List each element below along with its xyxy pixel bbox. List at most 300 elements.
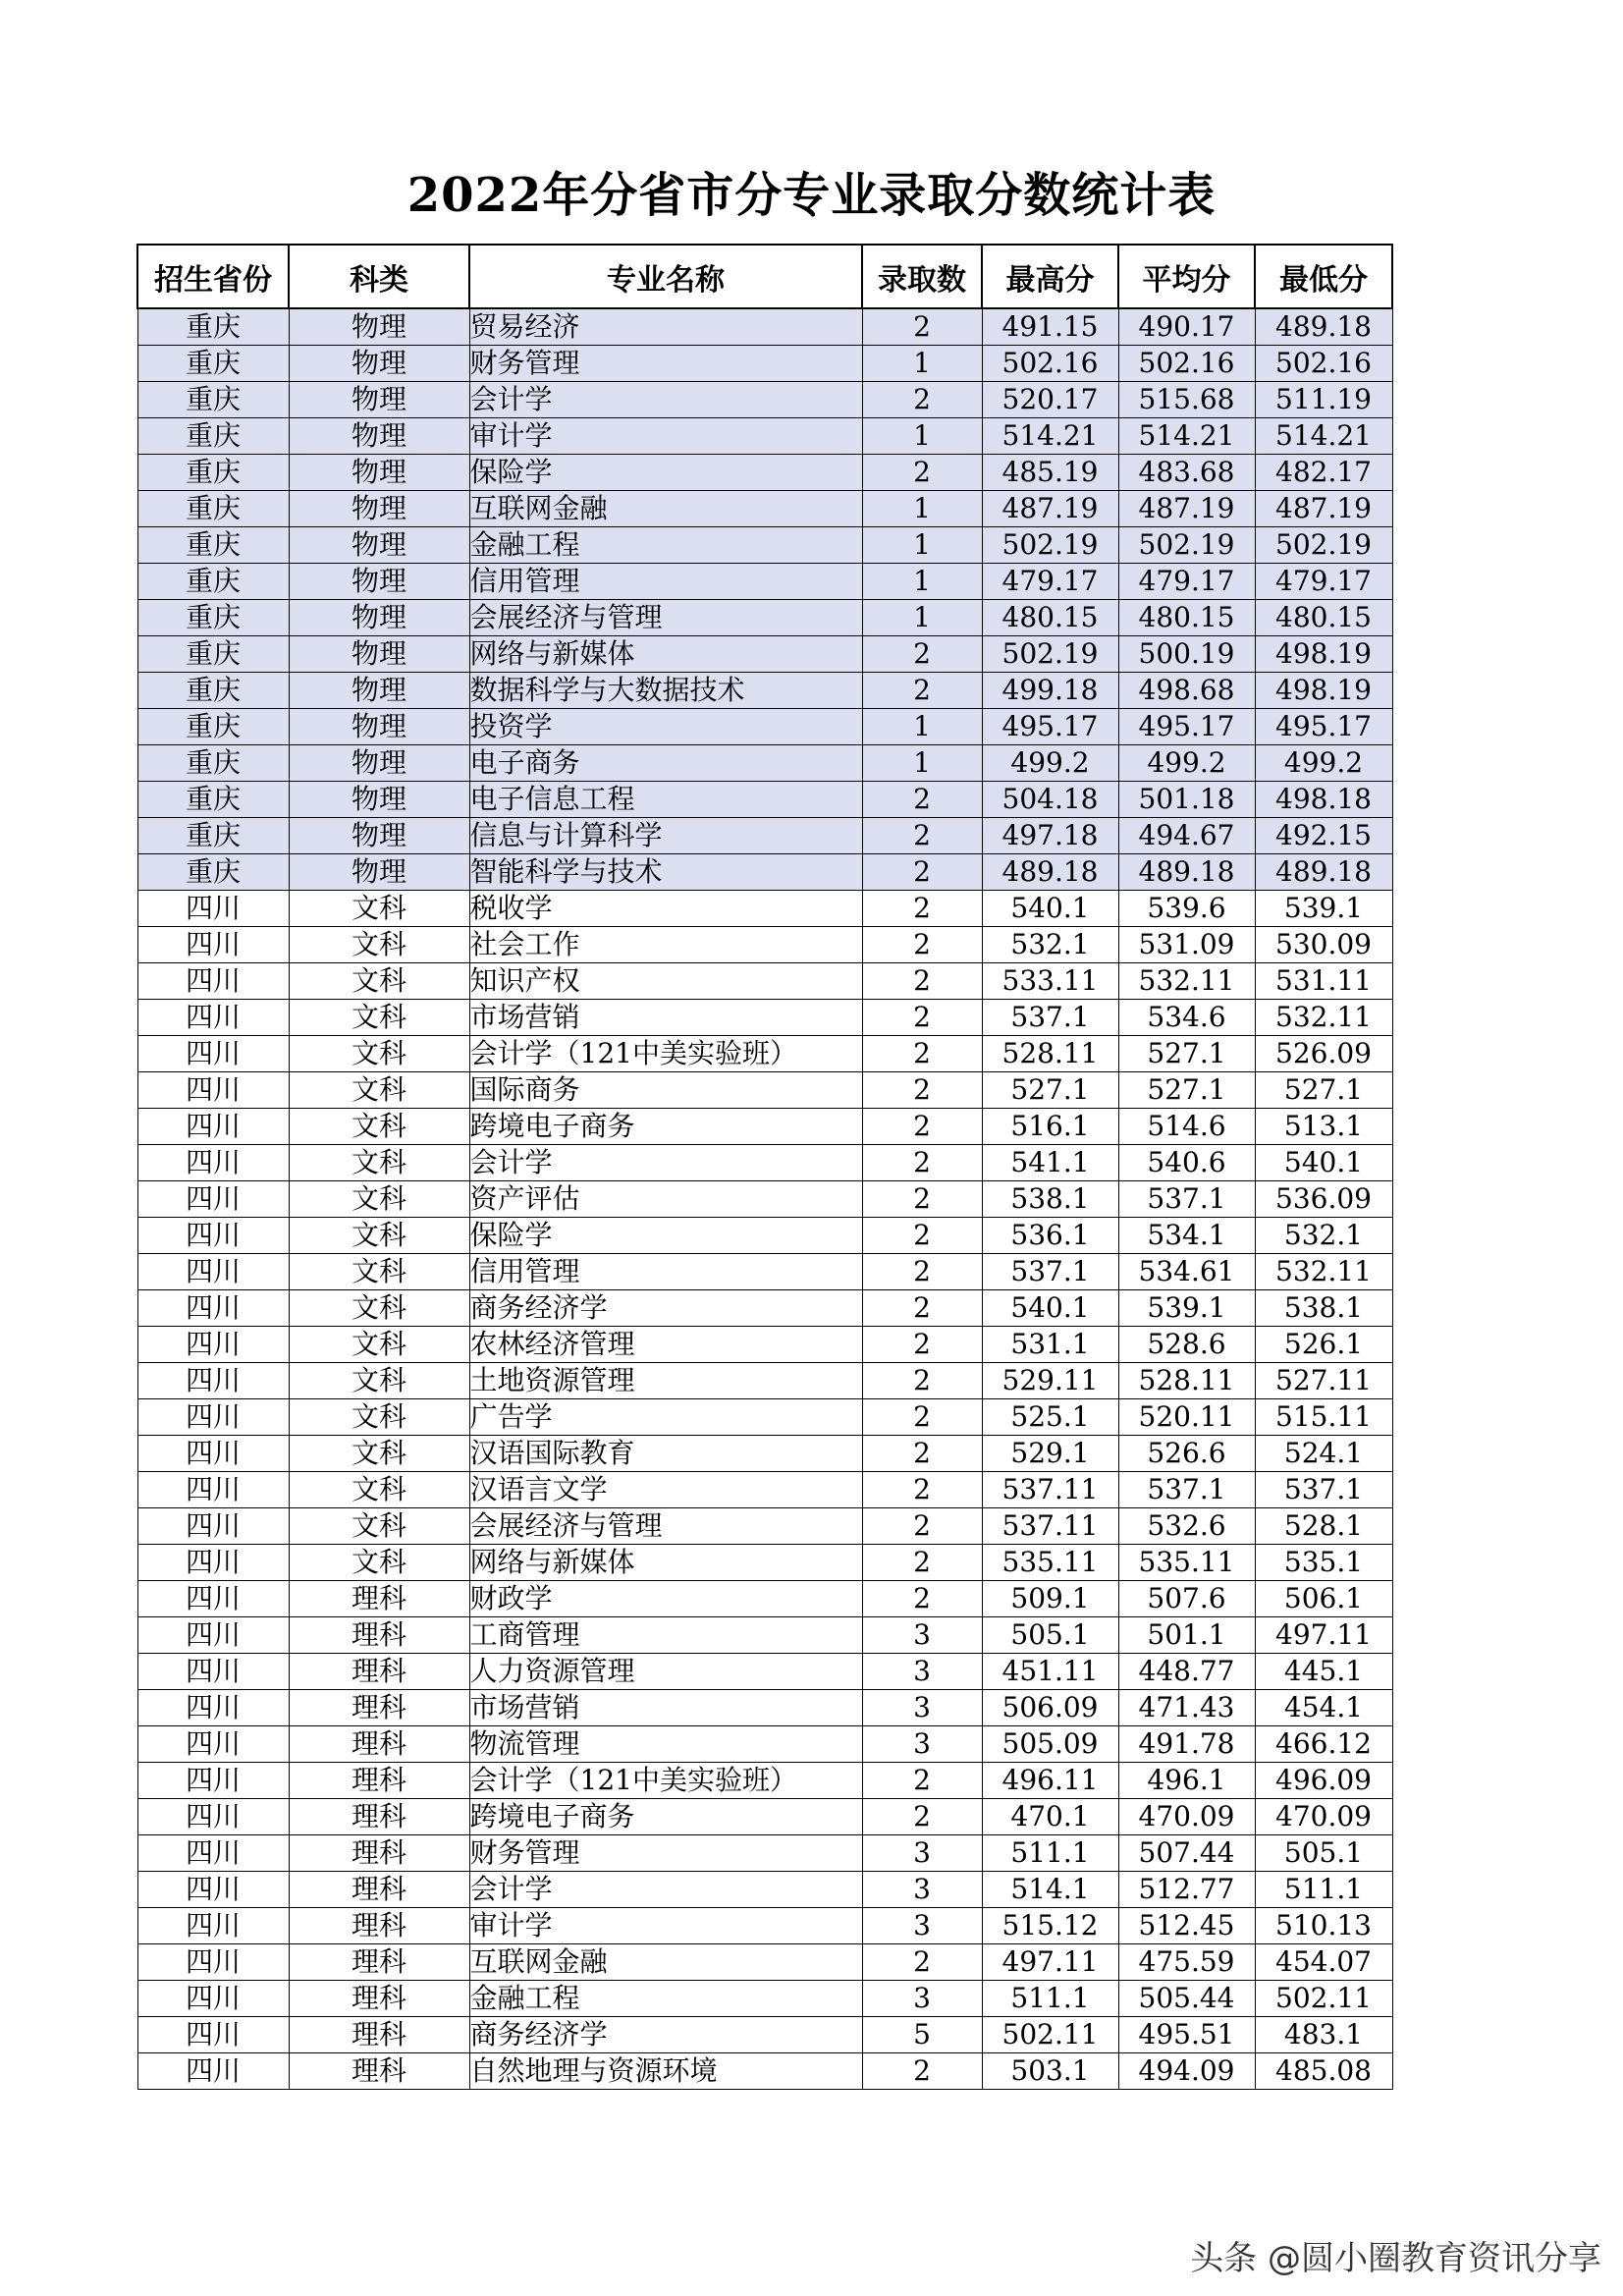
table-row bbox=[137, 1145, 1392, 1181]
cell-max-score: 537.1 bbox=[982, 1254, 1118, 1290]
cell-admitted: 1 bbox=[862, 491, 982, 527]
cell-category: 物理 bbox=[289, 418, 469, 455]
cell-avg-score: 537.1 bbox=[1118, 1472, 1255, 1508]
table-row bbox=[137, 1000, 1392, 1036]
cell-admitted: 2 bbox=[862, 1581, 982, 1617]
table-row bbox=[137, 2053, 1392, 2090]
cell-admitted: 2 bbox=[862, 673, 982, 709]
cell-max-score: 514.21 bbox=[982, 418, 1118, 455]
cell-admitted: 2 bbox=[862, 1472, 982, 1508]
table-row bbox=[137, 1508, 1392, 1545]
cell-major: 财务管理 bbox=[469, 1835, 862, 1872]
cell-admitted: 2 bbox=[862, 1036, 982, 1072]
cell-avg-score: 505.44 bbox=[1118, 1981, 1255, 2017]
cell-major: 贸易经济 bbox=[469, 308, 862, 346]
cell-category: 物理 bbox=[289, 491, 469, 527]
header-max-score: 最高分 bbox=[982, 245, 1118, 308]
table-row bbox=[137, 1763, 1392, 1799]
cell-max-score: 505.1 bbox=[982, 1617, 1118, 1654]
cell-min-score: 485.08 bbox=[1255, 2053, 1392, 2090]
header-min-score: 最低分 bbox=[1255, 245, 1392, 308]
cell-max-score: 529.1 bbox=[982, 1436, 1118, 1472]
cell-max-score: 516.1 bbox=[982, 1109, 1118, 1145]
cell-category: 理科 bbox=[289, 1799, 469, 1835]
table-row bbox=[137, 527, 1392, 564]
cell-min-score: 527.11 bbox=[1255, 1363, 1392, 1399]
cell-province: 重庆 bbox=[137, 745, 289, 782]
table-row bbox=[137, 1436, 1392, 1472]
cell-min-score: 532.11 bbox=[1255, 1254, 1392, 1290]
cell-province: 四川 bbox=[137, 1763, 289, 1799]
cell-province: 四川 bbox=[137, 1944, 289, 1981]
cell-max-score: 497.18 bbox=[982, 818, 1118, 854]
cell-admitted: 2 bbox=[862, 1254, 982, 1290]
cell-category: 文科 bbox=[289, 927, 469, 963]
cell-province: 重庆 bbox=[137, 455, 289, 491]
cell-max-score: 480.15 bbox=[982, 600, 1118, 636]
cell-min-score: 482.17 bbox=[1255, 455, 1392, 491]
cell-major: 税收学 bbox=[469, 891, 862, 927]
table-body bbox=[137, 308, 1392, 2090]
cell-province: 重庆 bbox=[137, 673, 289, 709]
cell-category: 物理 bbox=[289, 745, 469, 782]
cell-min-score: 506.1 bbox=[1255, 1581, 1392, 1617]
cell-max-score: 479.17 bbox=[982, 564, 1118, 600]
cell-category: 文科 bbox=[289, 1290, 469, 1327]
cell-province: 重庆 bbox=[137, 854, 289, 891]
cell-avg-score: 514.6 bbox=[1118, 1109, 1255, 1145]
cell-admitted: 2 bbox=[862, 891, 982, 927]
table-row bbox=[137, 1835, 1392, 1872]
cell-major: 跨境电子商务 bbox=[469, 1799, 862, 1835]
cell-admitted: 3 bbox=[862, 1690, 982, 1726]
cell-max-score: 503.1 bbox=[982, 2053, 1118, 2090]
cell-avg-score: 498.68 bbox=[1118, 673, 1255, 709]
cell-avg-score: 512.45 bbox=[1118, 1908, 1255, 1944]
cell-admitted: 2 bbox=[862, 382, 982, 418]
cell-avg-score: 527.1 bbox=[1118, 1072, 1255, 1109]
cell-max-score: 532.1 bbox=[982, 927, 1118, 963]
score-table bbox=[136, 244, 1393, 2090]
cell-province: 四川 bbox=[137, 1545, 289, 1581]
cell-admitted: 2 bbox=[862, 1290, 982, 1327]
cell-admitted: 3 bbox=[862, 1835, 982, 1872]
cell-min-score: 505.1 bbox=[1255, 1835, 1392, 1872]
cell-avg-score: 520.11 bbox=[1118, 1399, 1255, 1436]
cell-admitted: 3 bbox=[862, 1981, 982, 2017]
cell-max-score: 527.1 bbox=[982, 1072, 1118, 1109]
cell-min-score: 466.12 bbox=[1255, 1726, 1392, 1763]
table-row bbox=[137, 1654, 1392, 1690]
cell-major: 信用管理 bbox=[469, 1254, 862, 1290]
cell-province: 四川 bbox=[137, 1654, 289, 1690]
cell-major: 人力资源管理 bbox=[469, 1654, 862, 1690]
cell-min-score: 454.1 bbox=[1255, 1690, 1392, 1726]
table-row bbox=[137, 308, 1392, 346]
cell-category: 文科 bbox=[289, 1000, 469, 1036]
cell-avg-score: 495.51 bbox=[1118, 2017, 1255, 2053]
cell-province: 重庆 bbox=[137, 308, 289, 346]
cell-category: 文科 bbox=[289, 1545, 469, 1581]
cell-province: 重庆 bbox=[137, 491, 289, 527]
cell-admitted: 2 bbox=[862, 1145, 982, 1181]
cell-max-score: 470.1 bbox=[982, 1799, 1118, 1835]
cell-category: 文科 bbox=[289, 1363, 469, 1399]
cell-avg-score: 515.68 bbox=[1118, 382, 1255, 418]
cell-province: 四川 bbox=[137, 1036, 289, 1072]
cell-min-score: 511.19 bbox=[1255, 382, 1392, 418]
cell-major: 国际商务 bbox=[469, 1072, 862, 1109]
cell-avg-score: 494.09 bbox=[1118, 2053, 1255, 2090]
cell-max-score: 489.18 bbox=[982, 854, 1118, 891]
cell-major: 会计学（121中美实验班） bbox=[469, 1036, 862, 1072]
cell-province: 四川 bbox=[137, 1218, 289, 1254]
cell-admitted: 2 bbox=[862, 455, 982, 491]
cell-min-score: 487.19 bbox=[1255, 491, 1392, 527]
table-row bbox=[137, 1690, 1392, 1726]
cell-min-score: 536.09 bbox=[1255, 1181, 1392, 1218]
cell-min-score: 515.11 bbox=[1255, 1399, 1392, 1436]
cell-admitted: 2 bbox=[862, 927, 982, 963]
cell-major: 智能科学与技术 bbox=[469, 854, 862, 891]
cell-min-score: 535.1 bbox=[1255, 1545, 1392, 1581]
cell-min-score: 445.1 bbox=[1255, 1654, 1392, 1690]
cell-province: 四川 bbox=[137, 2053, 289, 2090]
cell-province: 四川 bbox=[137, 1254, 289, 1290]
table-row bbox=[137, 1036, 1392, 1072]
cell-province: 四川 bbox=[137, 1472, 289, 1508]
cell-major: 保险学 bbox=[469, 1218, 862, 1254]
cell-province: 重庆 bbox=[137, 709, 289, 745]
table-row bbox=[137, 1472, 1392, 1508]
cell-max-score: 502.16 bbox=[982, 346, 1118, 382]
cell-avg-score: 501.18 bbox=[1118, 782, 1255, 818]
cell-min-score: 454.07 bbox=[1255, 1944, 1392, 1981]
cell-major: 审计学 bbox=[469, 1908, 862, 1944]
cell-max-score: 529.11 bbox=[982, 1363, 1118, 1399]
cell-max-score: 497.11 bbox=[982, 1944, 1118, 1981]
table-row bbox=[137, 1545, 1392, 1581]
cell-category: 文科 bbox=[289, 1327, 469, 1363]
cell-avg-score: 494.67 bbox=[1118, 818, 1255, 854]
cell-admitted: 1 bbox=[862, 564, 982, 600]
cell-province: 四川 bbox=[137, 1508, 289, 1545]
table-row bbox=[137, 1072, 1392, 1109]
cell-major: 互联网金融 bbox=[469, 1944, 862, 1981]
page-title: 2022年分省市分专业录取分数统计表 bbox=[406, 168, 1217, 223]
cell-province: 四川 bbox=[137, 1799, 289, 1835]
cell-min-score: 479.17 bbox=[1255, 564, 1392, 600]
cell-province: 重庆 bbox=[137, 564, 289, 600]
table-row bbox=[137, 963, 1392, 1000]
cell-max-score: 506.09 bbox=[982, 1690, 1118, 1726]
cell-category: 文科 bbox=[289, 1036, 469, 1072]
table-row bbox=[137, 455, 1392, 491]
cell-category: 文科 bbox=[289, 891, 469, 927]
cell-max-score: 520.17 bbox=[982, 382, 1118, 418]
cell-admitted: 2 bbox=[862, 636, 982, 673]
cell-avg-score: 491.78 bbox=[1118, 1726, 1255, 1763]
cell-min-score: 483.1 bbox=[1255, 2017, 1392, 2053]
cell-major: 社会工作 bbox=[469, 927, 862, 963]
cell-category: 理科 bbox=[289, 1617, 469, 1654]
cell-major: 信用管理 bbox=[469, 564, 862, 600]
cell-admitted: 1 bbox=[862, 600, 982, 636]
cell-avg-score: 489.18 bbox=[1118, 854, 1255, 891]
cell-major: 会展经济与管理 bbox=[469, 1508, 862, 1545]
table-row bbox=[137, 636, 1392, 673]
cell-admitted: 5 bbox=[862, 2017, 982, 2053]
cell-province: 重庆 bbox=[137, 418, 289, 455]
cell-category: 文科 bbox=[289, 1109, 469, 1145]
table-row bbox=[137, 1181, 1392, 1218]
cell-max-score: 538.1 bbox=[982, 1181, 1118, 1218]
cell-admitted: 3 bbox=[862, 1872, 982, 1908]
table-header-row bbox=[137, 245, 1392, 308]
cell-max-score: 496.11 bbox=[982, 1763, 1118, 1799]
cell-major: 信息与计算科学 bbox=[469, 818, 862, 854]
cell-category: 理科 bbox=[289, 1872, 469, 1908]
cell-category: 物理 bbox=[289, 854, 469, 891]
cell-major: 投资学 bbox=[469, 709, 862, 745]
cell-province: 重庆 bbox=[137, 346, 289, 382]
cell-province: 四川 bbox=[137, 1872, 289, 1908]
cell-avg-score: 483.68 bbox=[1118, 455, 1255, 491]
cell-min-score: 538.1 bbox=[1255, 1290, 1392, 1327]
cell-avg-score: 507.6 bbox=[1118, 1581, 1255, 1617]
cell-major: 网络与新媒体 bbox=[469, 1545, 862, 1581]
cell-province: 重庆 bbox=[137, 600, 289, 636]
cell-avg-score: 475.59 bbox=[1118, 1944, 1255, 1981]
cell-category: 理科 bbox=[289, 1981, 469, 2017]
cell-major: 会计学（121中美实验班） bbox=[469, 1763, 862, 1799]
cell-max-score: 537.11 bbox=[982, 1472, 1118, 1508]
table-row bbox=[137, 818, 1392, 854]
cell-max-score: 509.1 bbox=[982, 1581, 1118, 1617]
cell-avg-score: 496.1 bbox=[1118, 1763, 1255, 1799]
table-row bbox=[137, 382, 1392, 418]
cell-major: 农林经济管理 bbox=[469, 1327, 862, 1363]
table-row bbox=[137, 1944, 1392, 1981]
cell-major: 自然地理与资源环境 bbox=[469, 2053, 862, 2090]
header-province: 招生省份 bbox=[137, 245, 289, 308]
table-row bbox=[137, 927, 1392, 963]
cell-province: 四川 bbox=[137, 1000, 289, 1036]
cell-category: 理科 bbox=[289, 1835, 469, 1872]
cell-admitted: 2 bbox=[862, 1327, 982, 1363]
cell-avg-score: 500.19 bbox=[1118, 636, 1255, 673]
cell-province: 四川 bbox=[137, 2017, 289, 2053]
cell-avg-score: 532.6 bbox=[1118, 1508, 1255, 1545]
cell-province: 重庆 bbox=[137, 382, 289, 418]
table-row bbox=[137, 564, 1392, 600]
cell-province: 四川 bbox=[137, 1072, 289, 1109]
cell-avg-score: 534.61 bbox=[1118, 1254, 1255, 1290]
cell-category: 理科 bbox=[289, 2017, 469, 2053]
cell-min-score: 540.1 bbox=[1255, 1145, 1392, 1181]
cell-category: 文科 bbox=[289, 1436, 469, 1472]
cell-province: 四川 bbox=[137, 1908, 289, 1944]
cell-province: 四川 bbox=[137, 1363, 289, 1399]
cell-category: 文科 bbox=[289, 1218, 469, 1254]
cell-avg-score: 535.11 bbox=[1118, 1545, 1255, 1581]
cell-max-score: 528.11 bbox=[982, 1036, 1118, 1072]
table-row bbox=[137, 891, 1392, 927]
cell-max-score: 536.1 bbox=[982, 1218, 1118, 1254]
cell-avg-score: 499.2 bbox=[1118, 745, 1255, 782]
cell-category: 文科 bbox=[289, 1072, 469, 1109]
cell-admitted: 2 bbox=[862, 1109, 982, 1145]
cell-admitted: 2 bbox=[862, 1763, 982, 1799]
cell-province: 四川 bbox=[137, 1181, 289, 1218]
cell-major: 汉语国际教育 bbox=[469, 1436, 862, 1472]
cell-category: 物理 bbox=[289, 782, 469, 818]
cell-min-score: 524.1 bbox=[1255, 1436, 1392, 1472]
cell-min-score: 498.19 bbox=[1255, 636, 1392, 673]
table-row bbox=[137, 1399, 1392, 1436]
cell-category: 物理 bbox=[289, 455, 469, 491]
cell-avg-score: 501.1 bbox=[1118, 1617, 1255, 1654]
cell-major: 财政学 bbox=[469, 1581, 862, 1617]
cell-min-score: 489.18 bbox=[1255, 854, 1392, 891]
table-row bbox=[137, 1327, 1392, 1363]
cell-max-score: 535.11 bbox=[982, 1545, 1118, 1581]
table-row bbox=[137, 491, 1392, 527]
cell-major: 会展经济与管理 bbox=[469, 600, 862, 636]
cell-min-score: 513.1 bbox=[1255, 1109, 1392, 1145]
cell-max-score: 491.15 bbox=[982, 308, 1118, 346]
cell-admitted: 1 bbox=[862, 346, 982, 382]
cell-category: 物理 bbox=[289, 818, 469, 854]
cell-province: 四川 bbox=[137, 891, 289, 927]
cell-category: 物理 bbox=[289, 308, 469, 346]
header-avg-score: 平均分 bbox=[1118, 245, 1255, 308]
cell-max-score: 451.11 bbox=[982, 1654, 1118, 1690]
cell-min-score: 480.15 bbox=[1255, 600, 1392, 636]
cell-min-score: 502.11 bbox=[1255, 1981, 1392, 2017]
cell-admitted: 2 bbox=[862, 1072, 982, 1109]
cell-avg-score: 532.11 bbox=[1118, 963, 1255, 1000]
header-category: 科类 bbox=[289, 245, 469, 308]
cell-max-score: 499.18 bbox=[982, 673, 1118, 709]
cell-major: 商务经济学 bbox=[469, 1290, 862, 1327]
table-row bbox=[137, 1617, 1392, 1654]
cell-max-score: 525.1 bbox=[982, 1399, 1118, 1436]
cell-admitted: 1 bbox=[862, 418, 982, 455]
cell-min-score: 496.09 bbox=[1255, 1763, 1392, 1799]
cell-admitted: 3 bbox=[862, 1726, 982, 1763]
cell-admitted: 2 bbox=[862, 818, 982, 854]
cell-major: 电子信息工程 bbox=[469, 782, 862, 818]
cell-major: 会计学 bbox=[469, 1872, 862, 1908]
table-row bbox=[137, 1799, 1392, 1835]
cell-category: 文科 bbox=[289, 1399, 469, 1436]
cell-category: 物理 bbox=[289, 346, 469, 382]
cell-category: 理科 bbox=[289, 1726, 469, 1763]
table-row bbox=[137, 1581, 1392, 1617]
cell-avg-score: 470.09 bbox=[1118, 1799, 1255, 1835]
table-row bbox=[137, 600, 1392, 636]
cell-major: 互联网金融 bbox=[469, 491, 862, 527]
cell-min-score: 531.11 bbox=[1255, 963, 1392, 1000]
cell-min-score: 532.1 bbox=[1255, 1218, 1392, 1254]
cell-avg-score: 448.77 bbox=[1118, 1654, 1255, 1690]
cell-province: 四川 bbox=[137, 1835, 289, 1872]
cell-avg-score: 471.43 bbox=[1118, 1690, 1255, 1726]
cell-admitted: 2 bbox=[862, 1363, 982, 1399]
cell-category: 文科 bbox=[289, 1254, 469, 1290]
cell-avg-score: 495.17 bbox=[1118, 709, 1255, 745]
cell-major: 商务经济学 bbox=[469, 2017, 862, 2053]
cell-province: 四川 bbox=[137, 1690, 289, 1726]
cell-min-score: 530.09 bbox=[1255, 927, 1392, 963]
cell-max-score: 499.2 bbox=[982, 745, 1118, 782]
cell-avg-score: 528.6 bbox=[1118, 1327, 1255, 1363]
cell-admitted: 2 bbox=[862, 782, 982, 818]
cell-avg-score: 512.77 bbox=[1118, 1872, 1255, 1908]
cell-avg-score: 514.21 bbox=[1118, 418, 1255, 455]
cell-category: 理科 bbox=[289, 1944, 469, 1981]
cell-max-score: 537.11 bbox=[982, 1508, 1118, 1545]
table-row bbox=[137, 854, 1392, 891]
table-row bbox=[137, 745, 1392, 782]
cell-avg-score: 531.09 bbox=[1118, 927, 1255, 963]
cell-province: 重庆 bbox=[137, 782, 289, 818]
table-row bbox=[137, 1726, 1392, 1763]
cell-min-score: 502.16 bbox=[1255, 346, 1392, 382]
cell-major: 金融工程 bbox=[469, 1981, 862, 2017]
table-row bbox=[137, 709, 1392, 745]
cell-category: 文科 bbox=[289, 1508, 469, 1545]
cell-max-score: 487.19 bbox=[982, 491, 1118, 527]
cell-min-score: 502.19 bbox=[1255, 527, 1392, 564]
cell-category: 理科 bbox=[289, 1581, 469, 1617]
cell-major: 跨境电子商务 bbox=[469, 1109, 862, 1145]
cell-category: 文科 bbox=[289, 1145, 469, 1181]
cell-major: 会计学 bbox=[469, 382, 862, 418]
cell-max-score: 537.1 bbox=[982, 1000, 1118, 1036]
cell-min-score: 470.09 bbox=[1255, 1799, 1392, 1835]
cell-avg-score: 527.1 bbox=[1118, 1036, 1255, 1072]
cell-category: 文科 bbox=[289, 963, 469, 1000]
cell-min-score: 511.1 bbox=[1255, 1872, 1392, 1908]
table-row bbox=[137, 1109, 1392, 1145]
cell-min-score: 499.2 bbox=[1255, 745, 1392, 782]
cell-admitted: 2 bbox=[862, 963, 982, 1000]
cell-admitted: 2 bbox=[862, 2053, 982, 2090]
cell-avg-score: 537.1 bbox=[1118, 1181, 1255, 1218]
cell-category: 理科 bbox=[289, 1654, 469, 1690]
cell-province: 四川 bbox=[137, 927, 289, 963]
cell-admitted: 2 bbox=[862, 1218, 982, 1254]
cell-admitted: 3 bbox=[862, 1617, 982, 1654]
cell-admitted: 2 bbox=[862, 854, 982, 891]
header-admitted: 录取数 bbox=[862, 245, 982, 308]
cell-max-score: 505.09 bbox=[982, 1726, 1118, 1763]
table-row bbox=[137, 782, 1392, 818]
cell-min-score: 498.18 bbox=[1255, 782, 1392, 818]
cell-category: 理科 bbox=[289, 1908, 469, 1944]
cell-major: 保险学 bbox=[469, 455, 862, 491]
cell-min-score: 526.1 bbox=[1255, 1327, 1392, 1363]
cell-admitted: 2 bbox=[862, 1545, 982, 1581]
cell-category: 文科 bbox=[289, 1181, 469, 1218]
cell-major: 物流管理 bbox=[469, 1726, 862, 1763]
cell-province: 四川 bbox=[137, 1617, 289, 1654]
cell-avg-score: 534.1 bbox=[1118, 1218, 1255, 1254]
cell-admitted: 2 bbox=[862, 1508, 982, 1545]
cell-admitted: 3 bbox=[862, 1654, 982, 1690]
